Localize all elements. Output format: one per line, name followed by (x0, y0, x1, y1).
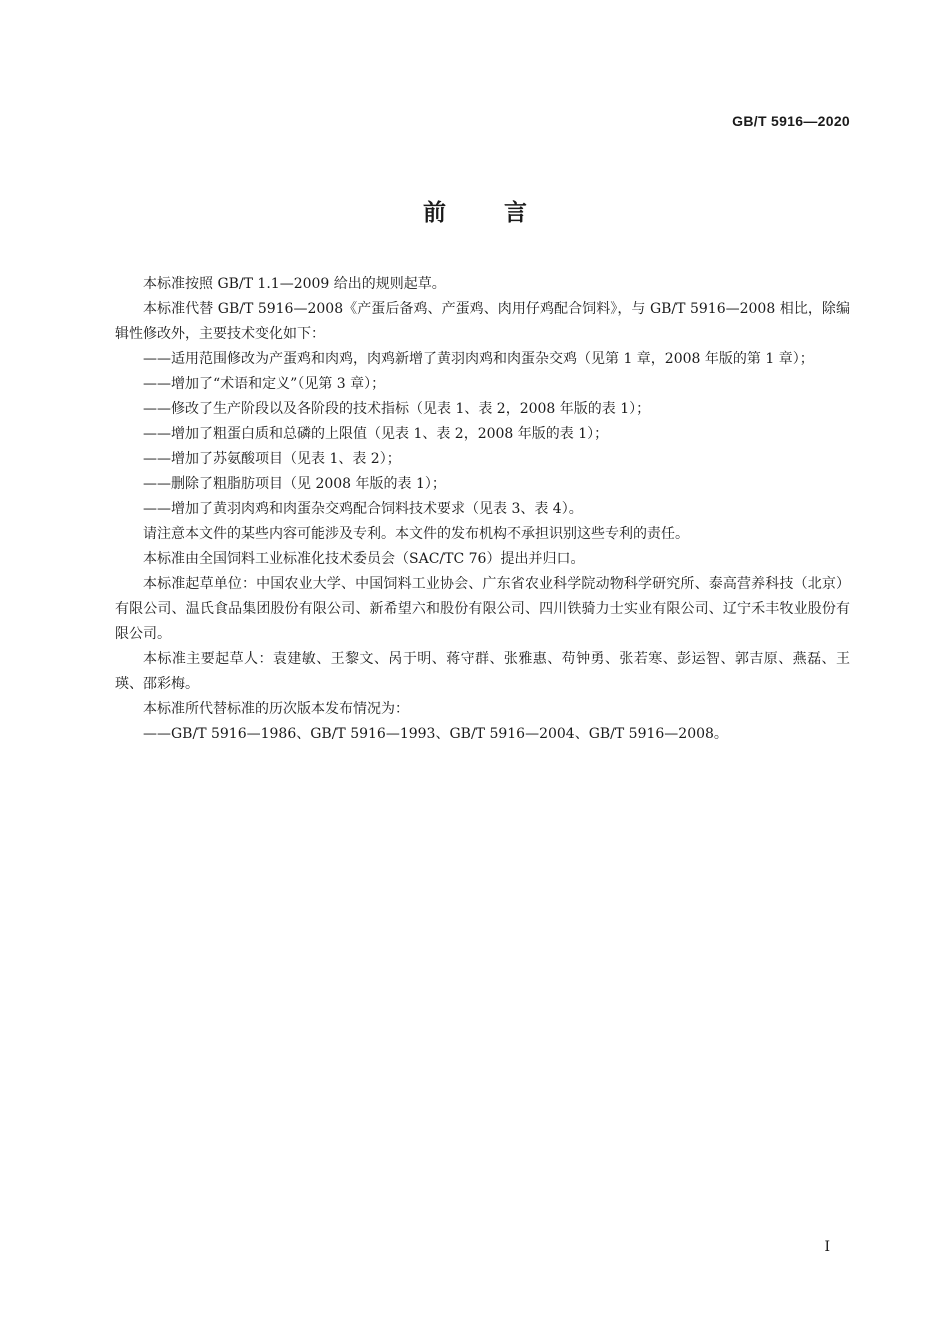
history-intro-paragraph: 本标准所代替标准的历次版本发布情况为： (143, 701, 409, 717)
drafting-units-paragraph: 本标准起草单位：中国农业大学、中国饲料工业协会、广东省农业科学院动物科学研究所、泰高营养科技（北京）有限公司、温氏食品集团股份有限公司、新希望六和股份有限公司、四川铁骑力士实业有限公司、辽宁禾丰牧业股份有限公司。 (115, 576, 850, 642)
change-item: ——增加了黄羽肉鸡和肉蛋杂交鸡配合饲料技术要求（见表 3、表 4）。 (143, 501, 583, 517)
standard-code-header: GB/T 5916—2020 (732, 113, 850, 129)
change-item: ——适用范围修改为产蛋鸡和肉鸡，肉鸡新增了黄羽肉鸡和肉蛋杂交鸡（见第 1 章，2008 年版的第 1 章）； (143, 351, 814, 367)
change-item: ——删除了粗脂肪项目（见 2008 年版的表 1）； (143, 476, 446, 492)
replacement-paragraph: 本标准代替 GB/T 5916—2008《产蛋后备鸡、产蛋鸡、肉用仔鸡配合饲料》，与 GB/T 5916—2008 相比，除编辑性修改外，主要技术变化如下： (115, 301, 850, 342)
drafters-paragraph: 本标准主要起草人：袁建敏、王黎文、呙于明、蒋守群、张雅惠、苟钟勇、张若寒、彭运智、郭吉原、燕磊、王瑛、邵彩梅。 (115, 651, 850, 692)
change-item: ——增加了“术语和定义”（见第 3 章）； (143, 376, 386, 392)
page-number: I (824, 1239, 830, 1255)
change-item: ——增加了粗蛋白质和总磷的上限值（见表 1、表 2，2008 年版的表 1）； (143, 426, 609, 442)
document-body (115, 272, 850, 747)
committee-paragraph: 本标准由全国饲料工业标准化技术委员会（SAC/TC 76）提出并归口。 (143, 551, 585, 567)
history-list: ——GB/T 5916—1986、GB/T 5916—1993、GB/T 5916—2004、GB/T 5916—2008。 (143, 726, 728, 742)
change-item: ——增加了苏氨酸项目（见表 1、表 2）； (143, 451, 401, 467)
page-title: 前言 (423, 200, 585, 226)
change-item: ——修改了生产阶段以及各阶段的技术指标（见表 1、表 2，2008 年版的表 1）； (143, 401, 651, 417)
patent-notice-paragraph: 请注意本文件的某些内容可能涉及专利。本文件的发布机构不承担识别这些专利的责任。 (143, 526, 689, 542)
drafting-rules-paragraph: 本标准按照 GB/T 1.1—2009 给出的规则起草。 (143, 276, 446, 292)
